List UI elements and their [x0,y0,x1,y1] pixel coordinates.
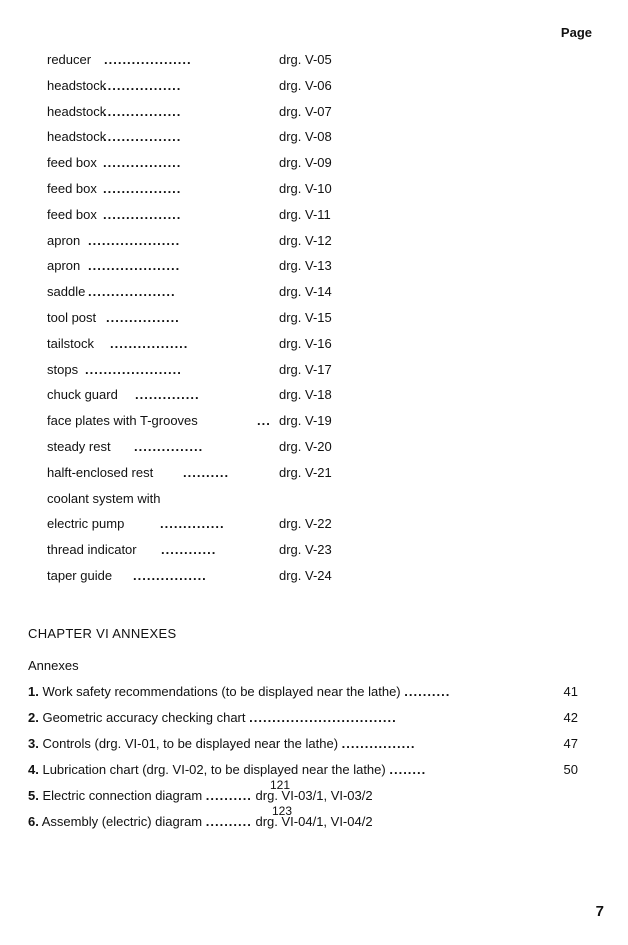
handwritten-page-note: 123 [272,804,293,818]
leader-dots: .............. [160,516,225,532]
leader-dots: .................... [88,232,181,248]
drawing-label: headstock [47,103,107,119]
annex-title: Electric connection diagram [42,788,203,803]
leader-dots: ........ [389,762,427,777]
leader-dots: ............... [134,438,204,454]
chapter-title: CHAPTER VI ANNEXES [28,626,177,641]
leader-dots: ................ [106,309,180,325]
drawing-entry [47,336,377,362]
leader-dots: .................... [88,258,181,274]
annex-entry [28,778,578,814]
drawing-label: taper guide [47,567,113,583]
drawing-entry [47,542,377,568]
drawing-entry [47,52,377,78]
drawing-reference: drg. V-09 [279,155,332,171]
drawing-entry [47,284,377,310]
drawing-label: saddle [47,284,86,300]
drawing-reference: drg. V-16 [279,335,332,351]
drawing-entry [47,310,377,336]
leader-dots: ................. [103,155,182,171]
drawing-label: stops [47,361,79,377]
drawing-label: apron [47,232,81,248]
drawing-label: chuck guard [47,387,118,403]
annex-title: Work safety recommendations (to be displayed near the lathe) [42,684,401,699]
drawing-label: feed box [47,180,97,196]
leader-dots: ............ [161,542,217,558]
annex-entry [28,762,578,788]
drawing-label: headstock [47,129,107,145]
drawing-reference: drg. V-10 [279,180,332,196]
drawing-entry [47,181,377,207]
drawing-reference: drg. V-12 [279,232,332,248]
drawing-reference: drg. V-22 [279,516,332,532]
drawing-reference: drg. V-18 [279,387,332,403]
annex-entry [28,710,578,736]
annex-title: Lubrication chart (drg. VI-02, to be displayed near the lathe) [42,762,386,777]
leader-dots: ................. [103,77,182,93]
annex-entry [28,736,578,762]
drawing-reference: drg. V-11 [279,206,331,222]
drawing-reference: drg. V-23 [279,542,332,558]
drawing-entry [47,78,377,104]
leader-dots: ................. [103,206,182,222]
handwritten-page-note: 121 [270,778,291,792]
leader-dots: .............. [135,387,200,403]
drawing-entry [47,387,377,413]
leader-dots: ................... [88,284,176,300]
leader-dots: .......... [183,464,230,480]
leader-dots: ................ [341,736,416,751]
drawing-entry [47,362,377,388]
drawing-label: tool post [47,309,97,325]
drawing-list [47,52,377,594]
drawing-entry [47,233,377,259]
annex-number: 3. [28,736,39,751]
annex-title: Geometric accuracy checking chart [42,710,246,725]
drawing-reference: drg. V-21 [279,464,332,480]
drawing-label: halft-enclosed rest [47,464,154,480]
annex-page: 50 [563,762,578,777]
drawing-reference: drg. V-06 [279,77,332,93]
annex-page: 42 [563,710,578,725]
drawing-entry [47,155,377,181]
drawing-label: feed box [47,206,97,222]
drawing-reference: drg. V-15 [279,309,332,325]
annex-list [28,684,578,840]
leader-dots: ................................ [249,710,397,725]
drawing-label: steady rest [47,438,111,454]
drawing-reference: drg. V-07 [279,103,332,119]
leader-dots: ..................... [85,361,182,377]
drawing-entry [47,439,377,465]
annexes-heading: Annexes [28,658,79,673]
drawing-label: face plates with T-grooves [47,413,198,429]
drawing-entry [47,413,377,439]
leader-dots: ................ [133,567,207,583]
annex-entry [28,804,578,840]
annex-number: 5. [28,788,39,803]
annex-page: 47 [563,736,578,751]
drawing-reference: drg. V-05 [279,52,332,67]
drawing-entry [47,491,377,517]
leader-dots: .......... [205,788,252,803]
leader-dots: ... [257,413,271,429]
annex-number: 6. [28,814,39,829]
drawing-entry [47,258,377,284]
page-column-label: Page [560,25,592,40]
drawing-reference: drg. V-19 [279,413,332,429]
annex-number: 4. [28,762,39,777]
drawing-label: headstock [47,77,107,93]
drawing-label: tailstock [47,335,94,351]
leader-dots: .......... [404,684,451,699]
drawing-reference: drg. V-08 [279,129,332,145]
drawing-entry [47,568,377,594]
leader-dots: ................. [103,129,182,145]
drawing-reference: drg. V-17 [279,361,332,377]
annex-page: 41 [563,684,578,699]
drawing-label: thread indicator [47,542,137,558]
leader-dots: ................. [103,180,182,196]
annex-drawing-reference: drg. VI-04/1, VI-04/2 [255,814,373,829]
annex-entry [28,684,578,710]
annex-title: Controls (drg. VI-01, to be displayed near the lathe) [42,736,339,751]
leader-dots: ................... [104,52,192,67]
drawing-reference: drg. V-24 [279,567,332,583]
annex-number: 2. [28,710,39,725]
drawing-reference: drg. V-20 [279,438,332,454]
drawing-reference: drg. V-13 [279,258,332,274]
drawing-reference: drg. V-14 [279,284,332,300]
drawing-entry [47,516,377,542]
annex-title: Assembly (electric) diagram [41,814,203,829]
drawing-entry [47,207,377,233]
drawing-entry [47,465,377,491]
page-number: 7 [595,903,604,920]
annex-drawing-reference: drg. VI-03/1, VI-03/2 [255,788,373,803]
drawing-label: apron [47,258,81,274]
drawing-label: coolant system with [47,490,161,506]
leader-dots: ................. [110,335,189,351]
annex-number: 1. [28,684,39,699]
drawing-entry [47,129,377,155]
drawing-entry [47,104,377,130]
drawing-label: electric pump [47,516,125,532]
leader-dots: .......... [205,814,252,829]
leader-dots: ................. [103,103,182,119]
drawing-label: reducer [47,52,92,67]
drawing-label: feed box [47,155,97,171]
